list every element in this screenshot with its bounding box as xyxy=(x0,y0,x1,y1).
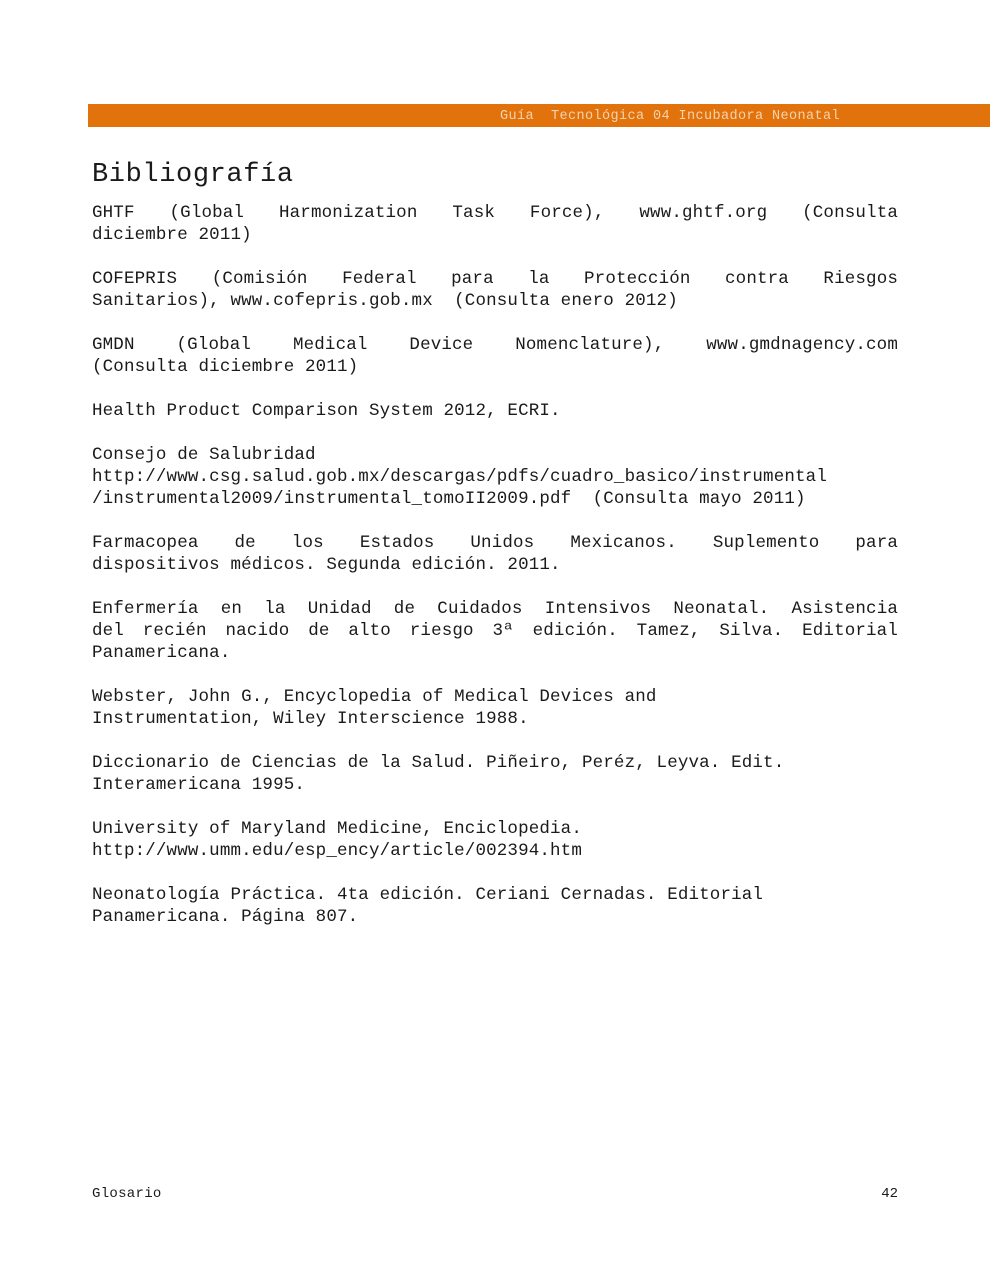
bibliography-entry-line: Neonatología Práctica. 4ta edición. Ceriani Cernadas. Editorial xyxy=(92,885,764,905)
bibliography-entry xyxy=(92,818,898,862)
bibliography-entry-line: Panamericana. xyxy=(92,643,231,663)
bibliography-entry-line: dispositivos médicos. Segunda edición. 2011. xyxy=(92,555,561,575)
bibliography-entry-line: /instrumental2009/instrumental_tomoII2009.pdf (Consulta mayo 2011) xyxy=(92,489,806,509)
bibliography-entry-line: Webster, John G., Encyclopedia of Medical Devices and xyxy=(92,687,657,707)
bibliography-entry xyxy=(92,532,898,576)
bibliography-entry-line: Panamericana. Página 807. xyxy=(92,907,359,927)
bibliography-entry-line: Diccionario de Ciencias de la Salud. Piñeiro, Peréz, Leyva. Edit. xyxy=(92,753,785,773)
bibliography-entry xyxy=(92,268,898,312)
bibliography-entry-line: GMDN (Global Medical Device Nomenclature), www.gmdnagency.com xyxy=(92,335,898,355)
bibliography-entry xyxy=(92,334,898,378)
bibliography-entry xyxy=(92,686,898,730)
bibliography-entry xyxy=(92,202,898,246)
bibliography-entry xyxy=(92,598,898,664)
bibliography-entry-line: Enfermería en la Unidad de Cuidados Intensivos Neonatal. Asistencia xyxy=(92,599,898,619)
header-title: Guía Tecnológica 04 Incubadora Neonatal xyxy=(500,109,841,124)
bibliography-entry-line: Instrumentation, Wiley Interscience 1988. xyxy=(92,709,529,729)
bibliography-list xyxy=(92,202,898,950)
header-bar xyxy=(88,104,990,127)
bibliography-entry-line: Farmacopea de los Estados Unidos Mexicanos. Suplemento para xyxy=(92,533,898,553)
bibliography-entry-line: COFEPRIS (Comisión Federal para la Protección contra Riesgos xyxy=(92,269,898,289)
bibliography-entry-line: GHTF (Global Harmonization Task Force), www.ghtf.org (Consulta xyxy=(92,203,898,223)
bibliography-entry-line: http://www.csg.salud.gob.mx/descargas/pdfs/cuadro_basico/instrumental xyxy=(92,467,827,487)
bibliography-entry xyxy=(92,444,898,510)
bibliography-entry-line: University of Maryland Medicine, Enciclopedia. xyxy=(92,819,582,839)
bibliography-entry-line: Sanitarios), www.cofepris.gob.mx (Consulta enero 2012) xyxy=(92,291,678,311)
page-title: Bibliografía xyxy=(92,160,294,190)
bibliography-entry xyxy=(92,752,898,796)
bibliography-entry-line: del recién nacido de alto riesgo 3ª edición. Tamez, Silva. Editorial xyxy=(92,621,898,641)
bibliography-entry-line: Health Product Comparison System 2012, ECRI. xyxy=(92,401,561,421)
bibliography-entry xyxy=(92,400,898,422)
bibliography-entry-line: http://www.umm.edu/esp_ency/article/002394.htm xyxy=(92,841,582,861)
bibliography-entry-line: (Consulta diciembre 2011) xyxy=(92,357,359,377)
bibliography-entry-line: diciembre 2011) xyxy=(92,225,252,245)
bibliography-entry-line: Interamericana 1995. xyxy=(92,775,306,795)
footer-page-number: 42 xyxy=(881,1186,898,1202)
bibliography-entry xyxy=(92,884,898,928)
footer-section-label: Glosario xyxy=(92,1186,162,1202)
bibliography-entry-line: Consejo de Salubridad xyxy=(92,445,316,465)
